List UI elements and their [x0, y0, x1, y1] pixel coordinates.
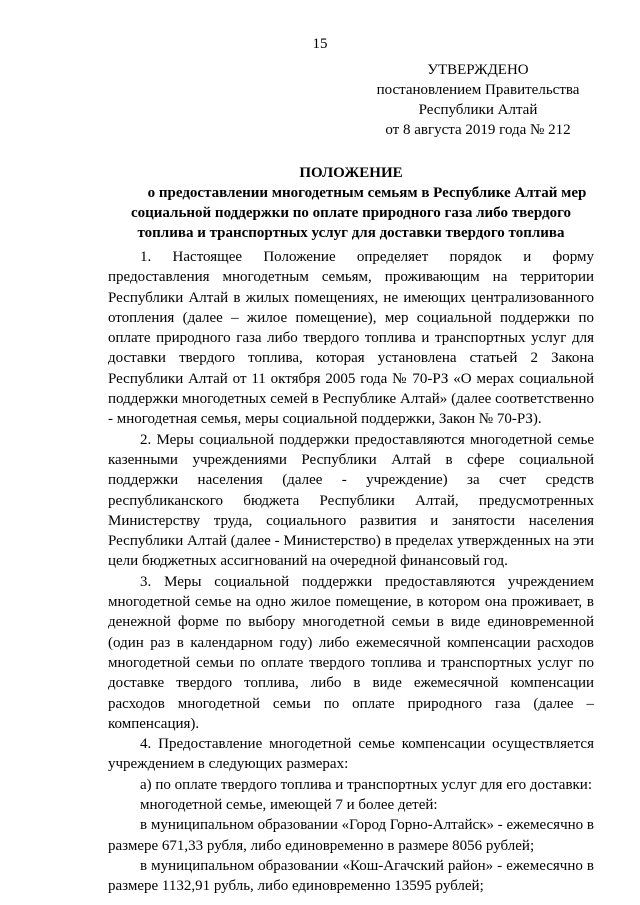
- paragraph-4: 4. Предоставление многодетной семье компенсации осуществляется учреждением в следующих размерах:: [108, 736, 594, 773]
- paragraph-1: 1. Настоящее Положение определяет порядок и форму предоставления многодетным семьям, проживающим на территории Республики Алтай в жилых помещениях, не имеющих централизованного отопления (далее – жилое помещение), мер социальной поддержки по оплате природного газа либо твердого топлива и транспортных услуг для доставки твердого топлива, которая установлена статьей 2 Закона Республики Алтай от 11 октября 2005 года № 70-РЗ «О мерах социальной поддержки многодетных семей в Республике Алтай» (далее соответственно - многодетная семья, меры социальной поддержки, Закон № 70-РЗ).: [108, 249, 594, 428]
- document-title: [108, 163, 594, 243]
- paragraph-2: 2. Меры социальной поддержки предоставляются многодетной семье казенными учреждениями Республики Алтай в сфере социальной поддержки населения (далее - учреждение) за счет средств республиканского бюджета Республики Алтай, предусмотренных Министерству труда, социального развития и занятости населения Республики Алтай (далее - Министерство) в пределах утвержденных на эти цели бюджетных ассигнований на очередной финансовый год.: [108, 431, 594, 570]
- title-heading: ПОЛОЖЕНИЕ: [299, 165, 403, 181]
- approval-heading: УТВЕРЖДЕНО: [427, 62, 529, 78]
- page-number: 15: [312, 36, 328, 52]
- paragraph-gorno-altaysk: в муниципальном образовании «Город Горно-Алтайск» - ежемесячно в размере 671,33 рубля, либо единовременно в размере 8056 рублей;: [108, 817, 594, 854]
- approval-date-line: от 8 августа 2019 года № 212: [385, 122, 571, 138]
- paragraph-kosh-agach: в муниципальном образовании «Кош-Агачский район» - ежемесячно в размере 1132,91 рубль, либо единовременно 13595 рублей;: [108, 857, 594, 895]
- approval-line: постановлением Правительства: [376, 82, 580, 98]
- title-subtitle: о предоставлении многодетным семьям в Республике Алтай мер социальной поддержки по оплате природного газа либо твердого топлива и транспортных услуг для доставки твердого топлива: [130, 185, 587, 241]
- document-body: [108, 247, 594, 897]
- paragraph-family-7-children: многодетной семье, имеющей 7 и более детей:: [140, 797, 438, 814]
- paragraph-3: 3. Меры социальной поддержки предоставляются учреждением многодетной семье на одно жилое помещение, в котором она проживает, в денежной форме по выбору многодетной семьи в виде единовременной (один раз в календарном году) либо ежемесячной компенсации расходов многодетной семьи по оплате твердого топлива и транспортных услуг по доставке твердого топлива, либо в виде ежемесячной компенсации расходов многодетной семьи по оплате природного газа (далее – компенсация).: [108, 573, 594, 732]
- approval-line: Республики Алтай: [418, 102, 538, 118]
- approval-stamp: [366, 60, 590, 140]
- paragraph-4a: а) по оплате твердого топлива и транспортных услуг для его доставки:: [140, 776, 593, 793]
